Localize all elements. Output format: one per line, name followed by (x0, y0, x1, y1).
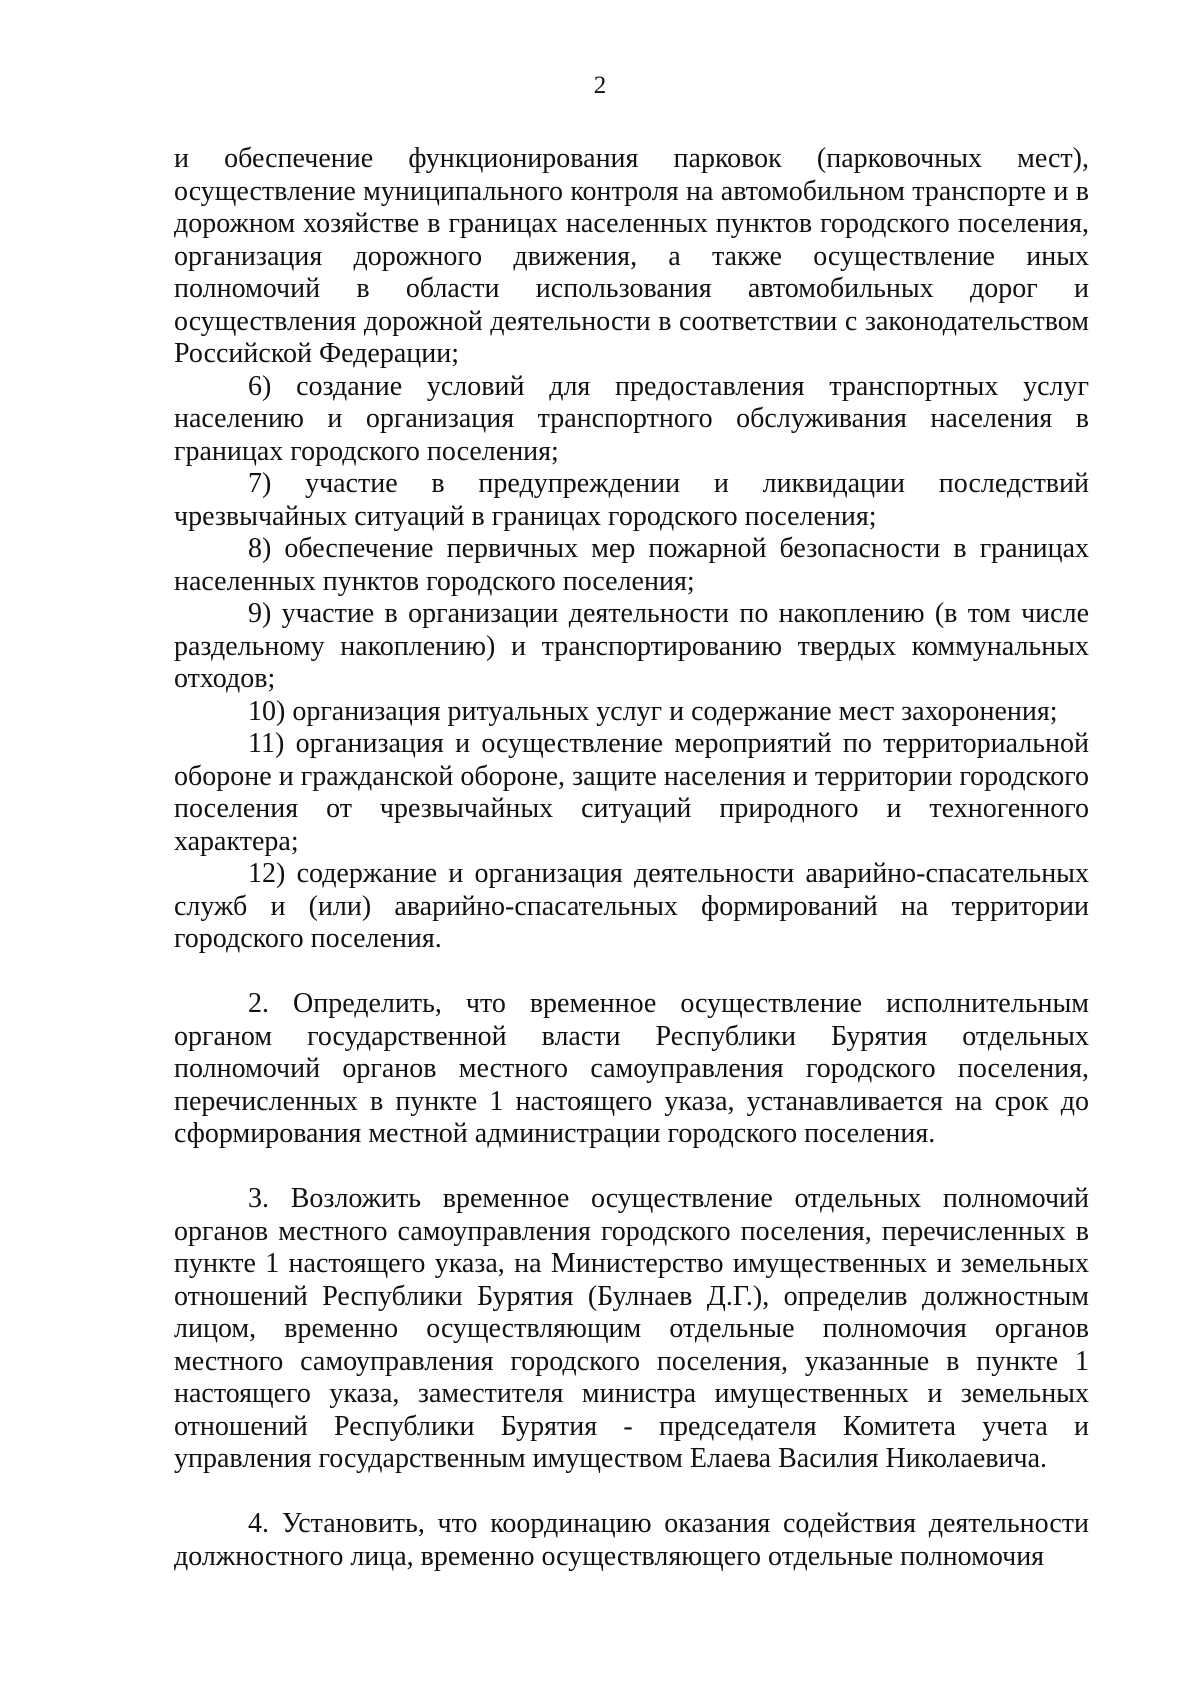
list-item-11: 11) организация и осуществление мероприятий по территориальной обороне и гражданской обороне, защите населения и территории городского поселения от чрезвычайных ситуаций природного и техногенного характера; (174, 728, 1089, 857)
paragraph-continuation: и обеспечение функционирования парковок (парковочных мест), осуществление муниципального контроля на автомобильном транспорте и в дорожном хозяйстве в границах населенных пунктов городского поселения, организация дорожного движения, а также осуществление иных полномочий в области использования автомобильных дорог и осуществления дорожной деятельности в соответствии с законодательством Российской Федерации; (174, 143, 1089, 369)
clause-4: 4. Установить, что координацию оказания содействия деятельности должностного лица, временно осуществляющего отдельные полномочия (174, 1508, 1089, 1572)
list-item-10: 10) организация ритуальных услуг и содержание мест захоронения; (248, 695, 1058, 727)
clause-2: 2. Определить, что временное осуществление исполнительным органом государственной власти Республики Бурятия отдельных полномочий органов местного самоуправления городского поселения, перечисленных в пункте 1 настоящего указа, устанавливается на срок до сформирования местной администрации городского поселения. (174, 988, 1089, 1149)
list-item-8: 8) обеспечение первичных мер пожарной безопасности в границах населенных пунктов городского поселения; (174, 533, 1089, 597)
list-item-12: 12) содержание и организация деятельности аварийно-спасательных служб и (или) аварийно-спасательных формирований на территории городского поселения. (174, 858, 1089, 954)
clause-3: 3. Возложить временное осуществление отдельных полномочий органов местного самоуправления городского поселения, перечисленных в пункте 1 настоящего указа, на Министерство имущественных и земельных отношений Республики Бурятия (Булнаев Д.Г.), определив должностным лицом, временно осуществляющим отдельные полномочия органов местного самоуправления городского поселения, указанные в пункте 1 настоящего указа, заместителя министра имущественных и земельных отношений Республики Бурятия - председателя Комитета учета и управления государственным имуществом Елаева Василия Николаевича. (174, 1183, 1089, 1474)
list-item-7: 7) участие в предупреждении и ликвидации последствий чрезвычайных ситуаций в границах городского поселения; (174, 468, 1089, 532)
document-body (174, 143, 1089, 1573)
list-item-9: 9) участие в организации деятельности по накоплению (в том числе раздельному накоплению) и транспортированию твердых коммунальных отходов; (174, 598, 1089, 694)
list-item-6: 6) создание условий для предоставления транспортных услуг населению и организация транспортного обслуживания населения в границах городского поселения; (174, 370, 1089, 467)
page-number: 2 (593, 72, 607, 99)
